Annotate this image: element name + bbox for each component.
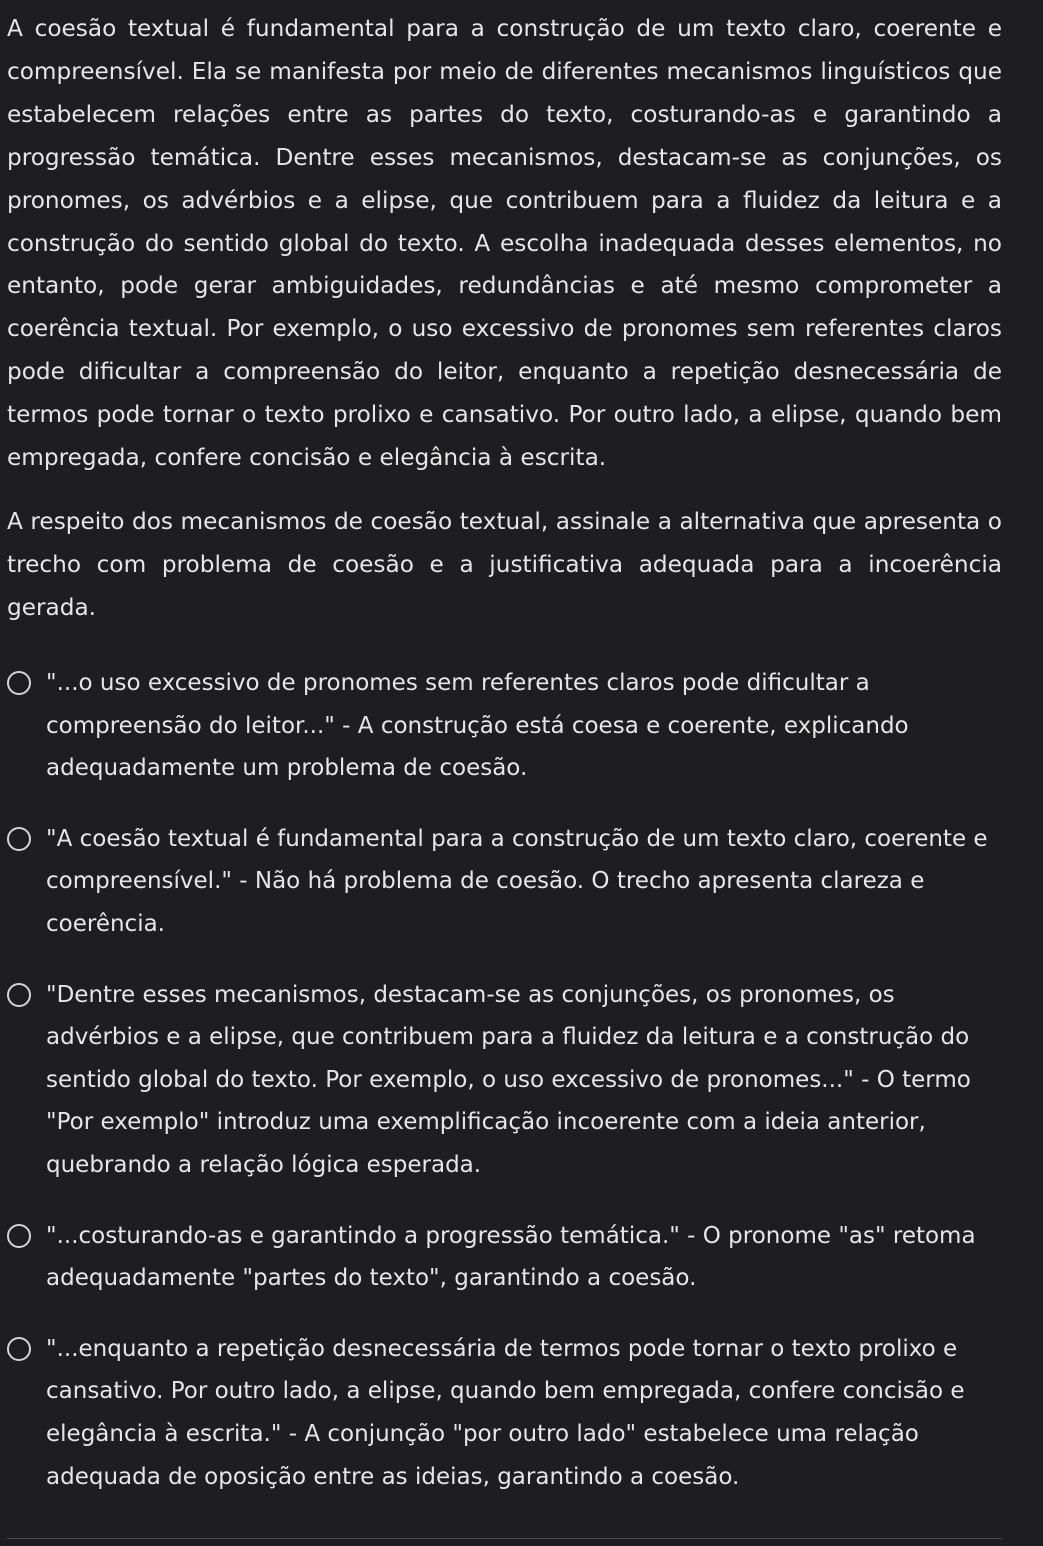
bottom-divider bbox=[7, 1538, 1002, 1539]
passage-text: A coesão textual é fundamental para a construção de um texto claro, coerente e compreensível. Ela se manifesta por meio de diferentes mecanismos linguísticos que estabelecem relações entre as partes do texto, costurando-as e garantindo a progressão temática. Dentre esses mecanismos, destacam-se as conjunções, os pronomes, os advérbios e a elipse, que contribuem para a fluidez da leitura e a construção do sentido global do texto. A escolha inadequada desses elementos, no entanto, pode gerar ambiguidades, redundâncias e até mesmo comprometer a coerência textual. Por exemplo, o uso excessivo de pronomes sem referentes claros pode dificultar a compreensão do leitor, enquanto a repetição desnecessária de termos pode tornar o texto prolixo e cansativo. Por outro lado, a elipse, quando bem empregada, confere concisão e elegância à escrita. bbox=[7, 15, 1002, 472]
radio-button-icon[interactable] bbox=[7, 827, 31, 851]
answer-options bbox=[0, 662, 1043, 1498]
option-text: "Dentre esses mecanismos, destacam-se as conjunções, os pronomes, os advérbios e a elipse, que contribuem para a fluidez da leitura e a construção do sentido global do texto. Por exemplo, o uso excessivo de pronomes..." - O termo "Por exemplo" introduz uma exemplificação incoerente com a ideia anterior, quebrando a relação lógica esperada. bbox=[46, 981, 971, 1178]
answer-option-a[interactable] bbox=[0, 662, 996, 790]
option-text: "...enquanto a repetição desnecessária de termos pode tornar o texto prolixo e cansativo. Por outro lado, a elipse, quando bem empregada, confere concisão e elegância à escrita." - A conjunção "por outro lado" estabelece uma relação adequada de oposição entre as ideias, garantindo a coesão. bbox=[46, 1335, 965, 1490]
radio-button-icon[interactable] bbox=[7, 983, 31, 1007]
option-text: "...o uso excessivo de pronomes sem referentes claros pode dificultar a compreensão do leitor..." - A construção está coesa e coerente, explicando adequadamente um problema de coesão. bbox=[46, 670, 909, 782]
answer-option-c[interactable] bbox=[0, 974, 996, 1187]
option-text: "...costurando-as e garantindo a progressão temática." - O pronome "as" retoma adequadamente "partes do texto", garantindo a coesão. bbox=[46, 1222, 976, 1292]
radio-button-icon[interactable] bbox=[7, 671, 31, 695]
radio-button-icon[interactable] bbox=[7, 1337, 31, 1361]
answer-option-e[interactable] bbox=[0, 1328, 996, 1498]
answer-option-b[interactable] bbox=[0, 818, 996, 946]
radio-button-icon[interactable] bbox=[7, 1224, 31, 1248]
option-text: "A coesão textual é fundamental para a construção de um texto claro, coerente e compreensível." - Não há problema de coesão. O trecho apresenta clareza e coerência. bbox=[46, 825, 988, 937]
answer-option-d[interactable] bbox=[0, 1215, 996, 1300]
question-prompt: A respeito dos mecanismos de coesão textual, assinale a alternativa que apresenta o trecho com problema de coesão e a justificativa adequada para a incoerência gerada. bbox=[7, 508, 1002, 621]
